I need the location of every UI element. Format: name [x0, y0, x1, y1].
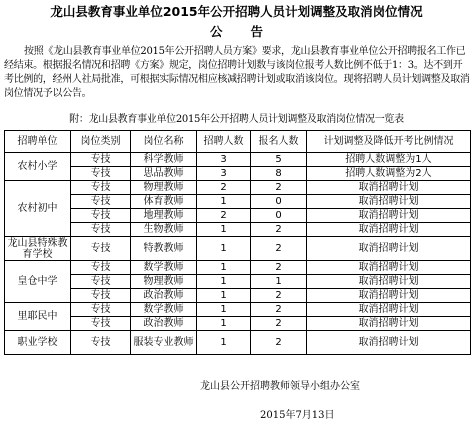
cell-position: 地理教师 — [131, 209, 197, 223]
cell-quota: 1 — [197, 223, 251, 237]
cell-unit: 职业学校 — [5, 331, 71, 355]
cell-position: 政治教师 — [131, 317, 197, 331]
cell-applicants: 2 — [251, 331, 307, 355]
cell-applicants: 2 — [251, 223, 307, 237]
cell-category: 专技 — [71, 261, 131, 275]
cell-note: 取消招聘计划 — [307, 209, 471, 223]
cell-position: 物理教师 — [131, 275, 197, 289]
footer-date: 2015年7月13日 — [260, 410, 335, 421]
cell-position: 生物教师 — [131, 223, 197, 237]
cell-note: 取消招聘计划 — [307, 237, 471, 261]
cell-note: 取消招聘计划 — [307, 275, 471, 289]
cell-applicants: 0 — [251, 209, 307, 223]
table-row — [5, 289, 471, 303]
cell-note: 取消招聘计划 — [307, 317, 471, 331]
cell-position: 数学教师 — [131, 303, 197, 317]
cell-applicants: 2 — [251, 237, 307, 261]
cell-applicants: 2 — [251, 181, 307, 195]
table-header-row — [5, 131, 471, 153]
cell-category: 专技 — [71, 153, 131, 167]
table-row — [5, 303, 471, 317]
cell-applicants: 1 — [251, 275, 307, 289]
table-row — [5, 223, 471, 237]
cell-note: 取消招聘计划 — [307, 223, 471, 237]
cell-position: 物理教师 — [131, 181, 197, 195]
cell-category: 专技 — [71, 237, 131, 261]
cell-quota: 1 — [197, 275, 251, 289]
table-caption: 附：龙山县教育事业单位2015年公开招聘人员计划调整及取消岗位情况一览表 — [69, 114, 404, 125]
cell-applicants: 0 — [251, 195, 307, 209]
cell-category: 专技 — [71, 181, 131, 195]
cell-quota: 1 — [197, 237, 251, 261]
header-position: 岗位名称 — [131, 131, 197, 153]
cell-position: 科学教师 — [131, 153, 197, 167]
table-body — [5, 153, 471, 355]
cell-quota: 2 — [197, 181, 251, 195]
cell-unit: 里耶民中 — [5, 303, 71, 331]
cell-position: 特教教师 — [131, 237, 197, 261]
table-row — [5, 331, 471, 355]
cell-applicants: 8 — [251, 167, 307, 181]
cell-note: 取消招聘计划 — [307, 181, 471, 195]
cell-applicants: 5 — [251, 153, 307, 167]
cell-note: 取消招聘计划 — [307, 261, 471, 275]
header-applicants: 报名人数 — [251, 131, 307, 153]
cell-position: 思品教师 — [131, 167, 197, 181]
header-unit: 招聘单位 — [5, 131, 71, 153]
table-row — [5, 275, 471, 289]
cell-note: 取消招聘计划 — [307, 303, 471, 317]
announcement-paragraph: 按照《龙山县教育事业单位2015年公开招聘人员方案》要求，龙山县教育事业单位公开招聘报名工作已经结束。根据报名情况和招聘《方案》规定，岗位招聘计划数与该岗位报考人数比例不低于1：3。达不到开考比例的，经州人社局批准，可根据实际情况相应核减招聘计划或取消该岗位。现将招聘人员计划调整及取消岗位情况予以公告。 — [4, 46, 470, 99]
cell-category: 专技 — [71, 195, 131, 209]
cell-category: 专技 — [71, 317, 131, 331]
table-row — [5, 237, 471, 261]
cell-quota: 3 — [197, 167, 251, 181]
cell-unit: 农村小学 — [5, 153, 71, 181]
cell-unit: 农村初中 — [5, 181, 71, 237]
cell-category: 专技 — [71, 303, 131, 317]
positions-table — [4, 130, 471, 355]
cell-quota: 1 — [197, 331, 251, 355]
cell-category: 专技 — [71, 331, 131, 355]
cell-note: 招聘人数调整为2人 — [307, 167, 471, 181]
page-title: 龙山县教育事业单位2015年公开招聘人员计划调整及取消岗位情况 — [50, 4, 423, 19]
page-subtitle: 公告 — [209, 24, 291, 39]
cell-note: 取消招聘计划 — [307, 331, 471, 355]
cell-applicants: 2 — [251, 317, 307, 331]
cell-note: 取消招聘计划 — [307, 195, 471, 209]
header-category: 岗位类别 — [71, 131, 131, 153]
cell-position: 政治教师 — [131, 289, 197, 303]
cell-category: 专技 — [71, 223, 131, 237]
table-row — [5, 261, 471, 275]
table-row — [5, 153, 471, 167]
cell-applicants: 2 — [251, 289, 307, 303]
cell-position: 数学教师 — [131, 261, 197, 275]
cell-note: 招聘人数调整为1人 — [307, 153, 471, 167]
cell-quota: 1 — [197, 317, 251, 331]
cell-note: 取消招聘计划 — [307, 289, 471, 303]
footer-organization: 龙山县公开招聘教师领导小组办公室 — [200, 381, 360, 392]
cell-quota: 1 — [197, 261, 251, 275]
table-row — [5, 181, 471, 195]
cell-category: 专技 — [71, 289, 131, 303]
table-row — [5, 167, 471, 181]
cell-quota: 1 — [197, 195, 251, 209]
cell-position: 体育教师 — [131, 195, 197, 209]
cell-category: 专技 — [71, 167, 131, 181]
table-row — [5, 195, 471, 209]
cell-quota: 2 — [197, 209, 251, 223]
cell-quota: 1 — [197, 303, 251, 317]
table-row — [5, 209, 471, 223]
table-row — [5, 317, 471, 331]
cell-applicants: 2 — [251, 303, 307, 317]
cell-unit: 皇仓中学 — [5, 261, 71, 303]
cell-unit: 龙山县特殊教育学校 — [5, 237, 71, 261]
cell-applicants: 2 — [251, 261, 307, 275]
cell-position: 服装专业教师 — [131, 331, 197, 355]
cell-quota: 1 — [197, 289, 251, 303]
header-quota: 招聘人数 — [197, 131, 251, 153]
cell-quota: 3 — [197, 153, 251, 167]
cell-category: 专技 — [71, 209, 131, 223]
header-note: 计划调整及降低开考比例情况 — [307, 131, 471, 153]
cell-category: 专技 — [71, 275, 131, 289]
